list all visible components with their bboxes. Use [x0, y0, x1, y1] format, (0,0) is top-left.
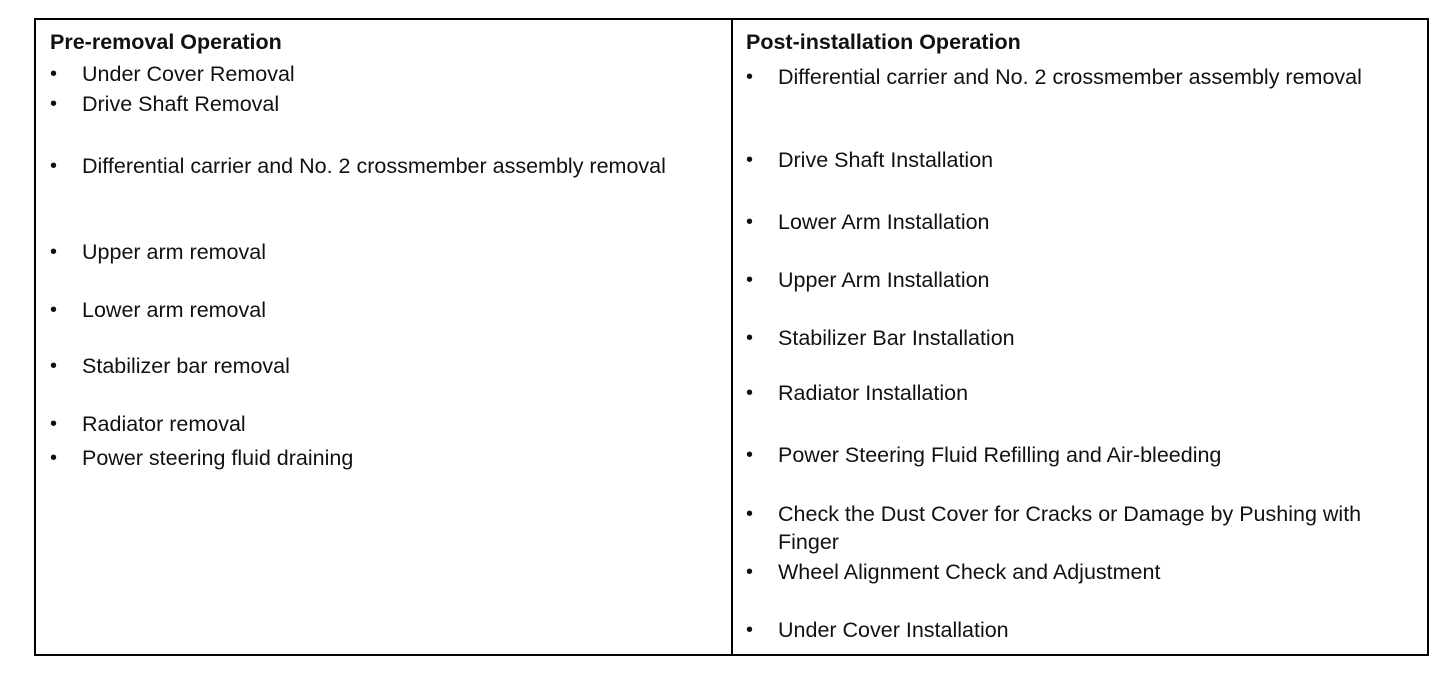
list-item-text: Upper Arm Installation	[778, 268, 990, 292]
post-installation-column	[733, 20, 1429, 654]
bullet-icon: •	[746, 327, 754, 349]
list-item	[746, 500, 1414, 556]
list-item-text: Radiator Installation	[778, 381, 969, 405]
bullet-icon: •	[50, 299, 58, 321]
list-item	[746, 324, 1414, 352]
list-item	[746, 379, 1414, 407]
list-item-text: Radiator removal	[82, 412, 246, 436]
bullet-icon: •	[746, 444, 754, 466]
list-item	[746, 208, 1414, 236]
list-item-text: Upper arm removal	[82, 240, 266, 264]
list-item	[50, 444, 710, 472]
list-item-text: Under Cover Removal	[82, 62, 295, 86]
pre-removal-heading: Pre-removal Operation	[50, 30, 282, 54]
bullet-icon: •	[50, 241, 58, 263]
bullet-icon: •	[50, 63, 58, 85]
list-item-text: Check the Dust Cover for Cracks or Damage by Pushing with Finger	[778, 502, 1362, 554]
bullet-icon: •	[50, 355, 58, 377]
list-item-text: Lower Arm Installation	[778, 210, 990, 234]
operations-table	[34, 18, 1429, 656]
bullet-icon: •	[746, 619, 754, 641]
bullet-icon: •	[50, 93, 58, 115]
post-installation-heading: Post-installation Operation	[746, 30, 1021, 54]
bullet-icon: •	[746, 66, 754, 88]
list-item-text: Stabilizer bar removal	[82, 354, 290, 378]
bullet-icon: •	[50, 155, 58, 177]
list-item	[746, 441, 1414, 469]
list-item	[50, 410, 710, 438]
list-item-text: Under Cover Installation	[778, 618, 1009, 642]
bullet-icon: •	[50, 447, 58, 469]
bullet-icon: •	[746, 503, 754, 525]
bullet-icon: •	[746, 211, 754, 233]
list-item	[50, 352, 710, 380]
list-item	[746, 146, 1414, 174]
list-item-text: Wheel Alignment Check and Adjustment	[778, 560, 1161, 584]
list-item	[50, 152, 710, 180]
bullet-icon: •	[746, 561, 754, 583]
list-item	[746, 616, 1414, 644]
list-item	[50, 238, 710, 266]
bullet-icon: •	[746, 269, 754, 291]
list-item-text: Lower arm removal	[82, 298, 266, 322]
list-item-text: Power Steering Fluid Refilling and Air-bleeding	[778, 443, 1222, 467]
bullet-icon: •	[50, 413, 58, 435]
pre-removal-column	[36, 20, 731, 654]
list-item	[50, 296, 710, 324]
list-item	[746, 558, 1414, 586]
list-item-text: Drive Shaft Removal	[82, 92, 280, 116]
bullet-icon: •	[746, 382, 754, 404]
list-item	[50, 60, 710, 88]
list-item-text: Drive Shaft Installation	[778, 148, 994, 172]
list-item	[746, 63, 1414, 91]
list-item-text: Power steering fluid draining	[82, 446, 354, 470]
list-item	[50, 90, 710, 118]
list-item-text: Differential carrier and No. 2 crossmember assembly removal	[82, 154, 666, 178]
list-item-text: Differential carrier and No. 2 crossmember assembly removal	[778, 65, 1362, 89]
list-item-text: Stabilizer Bar Installation	[778, 326, 1015, 350]
list-item	[746, 266, 1414, 294]
bullet-icon: •	[746, 149, 754, 171]
